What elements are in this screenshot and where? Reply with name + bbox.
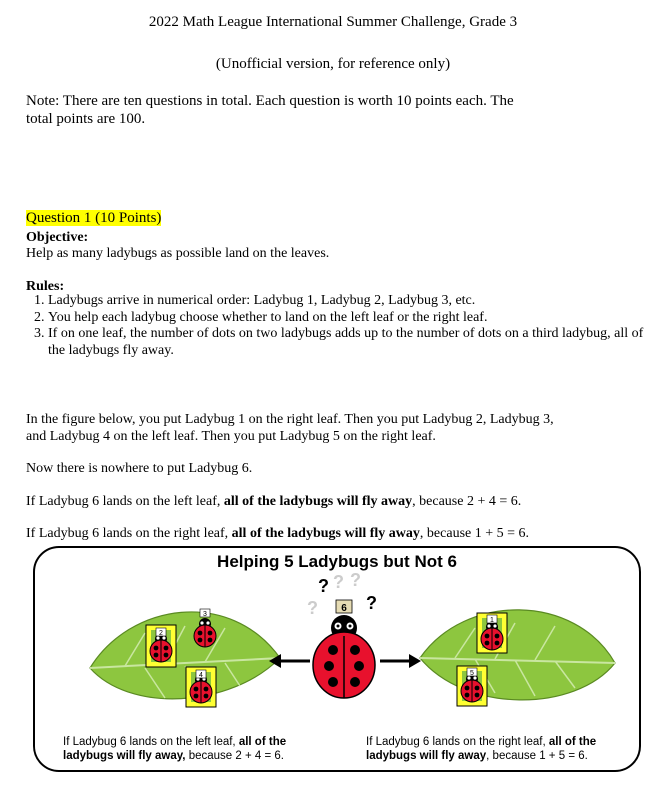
left-caption [63, 735, 286, 763]
svg-text:?: ? [333, 572, 344, 592]
paragraph-4 [26, 525, 529, 542]
left-caption-l2: because 2 + 4 = 6. [185, 750, 284, 762]
paragraph-4-pre: If Ladybug 6 lands on the right leaf, [26, 526, 232, 541]
question-heading [26, 210, 161, 227]
ladybug-4-card [186, 667, 216, 707]
note-line-2: total points are 100. [26, 111, 146, 127]
ladybug-6 [313, 600, 375, 698]
right-caption [366, 735, 596, 763]
rules-label: Rules: [26, 279, 65, 294]
right-leaf [420, 610, 615, 700]
ladybug-1-card [477, 613, 507, 653]
svg-text:?: ? [350, 570, 361, 590]
right-caption-l1: If Ladybug 6 lands on the right leaf, [366, 736, 549, 748]
rule-item: 3. If on one leaf, the number of dots on two ladybugs adds up to the number of dots on a third ladybug, all of the ladybugs fly away. [48, 326, 648, 359]
ladybug-5-label: 5 [470, 670, 474, 677]
question-heading-text: Question 1 (10 Points) [26, 210, 162, 226]
paragraph-1-line-1: In the figure below, you put Ladybug 1 on the right leaf. Then you put Ladybug 2, Ladybug 3, [26, 412, 554, 427]
ladybug-figure [33, 546, 641, 772]
ladybug-2-label: 2 [159, 630, 163, 637]
ladybug-5-card [457, 666, 487, 706]
paragraph-3 [26, 493, 521, 510]
ladybug-1-label: 1 [490, 617, 494, 624]
ladybug-3-label: 3 [203, 611, 207, 618]
right-caption-l2-bold: ladybugs will fly away [366, 750, 487, 762]
svg-text:?: ? [307, 598, 318, 618]
page-subtitle: (Unofficial version, for reference only) [215, 56, 451, 72]
paragraph-4-post: , because 1 + 5 = 6. [419, 526, 530, 541]
paragraph-3-post: , because 2 + 4 = 6. [412, 494, 522, 509]
svg-text:?: ? [366, 593, 377, 613]
ladybug-6-label: 6 [341, 603, 347, 614]
objective-label: Objective: [26, 230, 89, 245]
left-leaf [90, 612, 280, 699]
right-caption-l2: , because 1 + 5 = 6. [486, 750, 588, 762]
rule-item: 2. You help each ladybug choose whether to land on the left leaf or the right leaf. [48, 310, 648, 327]
paragraph-3-pre: If Ladybug 6 lands on the left leaf, [26, 494, 224, 509]
note-line-1: Note: There are ten questions in total. Each question is worth 10 points each. The [26, 93, 514, 109]
left-caption-l1-bold: all of the [238, 736, 287, 748]
ladybug-2-card [146, 625, 176, 667]
svg-text:?: ? [318, 576, 329, 596]
left-caption-l1: If Ladybug 6 lands on the left leaf, [63, 736, 239, 748]
objective-text: Help as many ladybugs as possible land on the leaves. [26, 246, 330, 261]
ladybug-4-label: 4 [199, 672, 203, 679]
paragraph-3-bold: all of the ladybugs will fly away [223, 494, 413, 509]
rule-item: 1. Ladybugs arrive in numerical order: Ladybug 1, Ladybug 2, Ladybug 3, etc. [48, 293, 648, 310]
paragraph-1-line-2: and Ladybug 4 on the left leaf. Then you put Ladybug 5 on the right leaf. [26, 429, 436, 444]
rules-list [26, 293, 648, 359]
paragraph-2: Now there is nowhere to put Ladybug 6. [26, 461, 253, 476]
left-caption-l2-bold: ladybugs will fly away, [63, 750, 186, 762]
page-title: 2022 Math League International Summer Challenge, Grade 3 [148, 14, 518, 30]
right-arrow [380, 654, 421, 668]
figure-title: Helping 5 Ladybugs but Not 6 [217, 552, 457, 571]
right-caption-l1-bold: all of the [548, 736, 597, 748]
paragraph-4-bold: all of the ladybugs will fly away [231, 526, 420, 541]
